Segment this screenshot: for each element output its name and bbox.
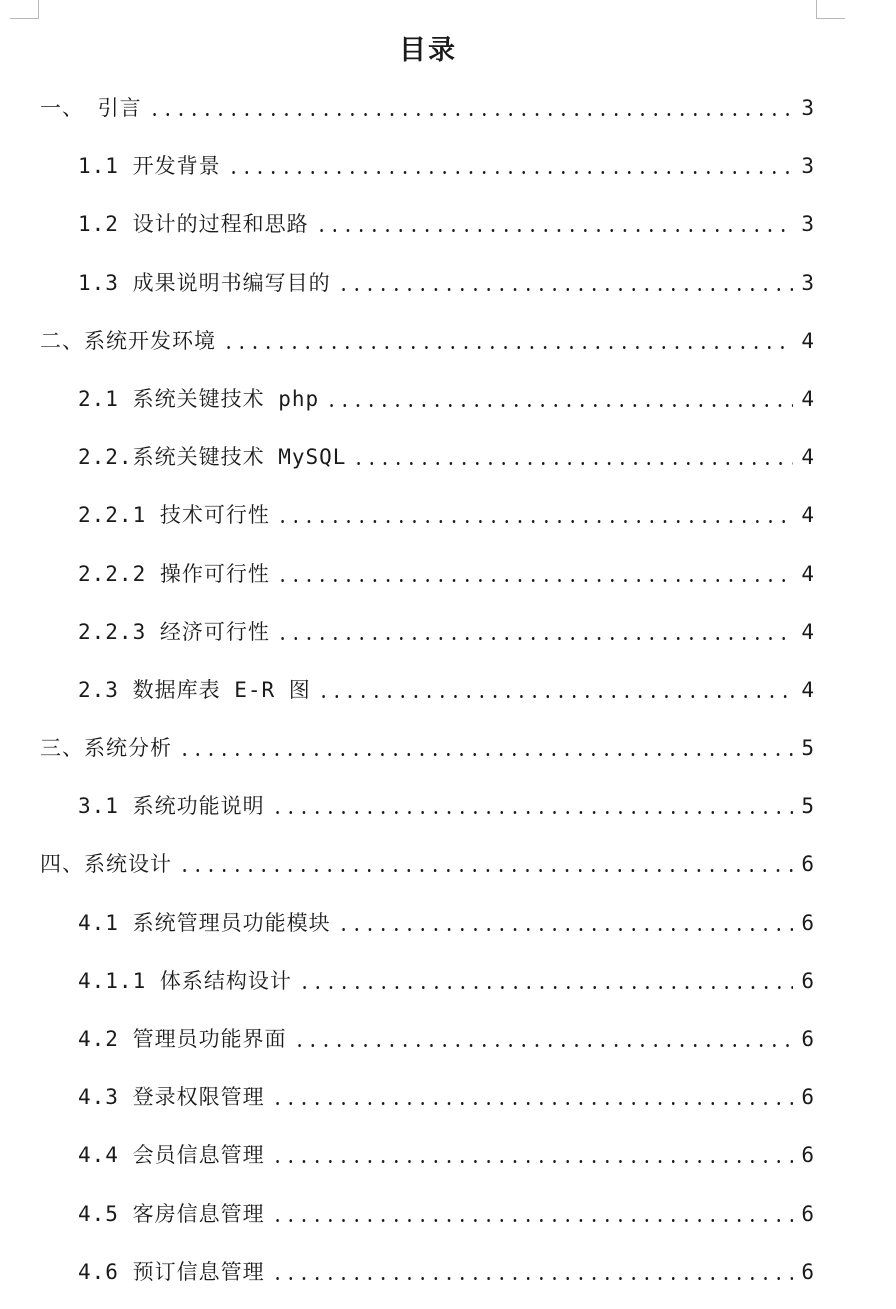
toc-page-number: 6	[801, 910, 814, 935]
toc-entry[interactable]	[0, 1244, 896, 1302]
toc-entry[interactable]	[0, 255, 896, 313]
toc-entry-content	[78, 1199, 814, 1229]
toc-dot-leader	[276, 637, 793, 640]
toc-entry-title: 4.1.1 体系结构设计	[78, 968, 292, 993]
toc-entry-title: 2.3 数据库表 E-R 图	[78, 677, 311, 702]
toc-entry-title: 4.3 登录权限管理	[78, 1085, 265, 1110]
toc-entry-title: 3.1 系统功能说明	[78, 794, 265, 819]
toc-dot-leader	[178, 753, 793, 756]
toc-entry-content	[78, 1024, 814, 1054]
toc-entry-title: 2.2.3 经济可行性	[78, 619, 270, 644]
toc-entry-content	[78, 384, 814, 414]
toc-entry[interactable]	[0, 196, 896, 254]
toc-title: 目录	[399, 35, 457, 66]
page-corner-mark-top-left	[10, 0, 39, 19]
toc-page-number: 4	[801, 503, 814, 528]
toc-page-number: 6	[801, 968, 814, 993]
toc-entry-content	[78, 559, 814, 589]
toc-dot-leader	[271, 1102, 794, 1105]
toc-page-number: 4	[801, 445, 814, 470]
toc-entry-title: 2.2.系统关键技术 MySQL	[78, 445, 347, 470]
toc-dot-leader	[271, 811, 794, 814]
toc-dot-leader	[276, 520, 793, 523]
toc-dot-leader	[298, 986, 793, 989]
toc-page-number: 4	[801, 619, 814, 644]
toc-entry-title: 二、系统开发环境	[40, 328, 216, 353]
toc-entry[interactable]	[0, 546, 896, 604]
toc-entry-content	[78, 151, 814, 181]
toc-page-number: 4	[801, 561, 814, 586]
toc-dot-leader	[325, 404, 793, 407]
toc-dot-leader	[276, 579, 793, 582]
toc-dot-leader	[337, 928, 794, 931]
toc-dot-leader	[271, 1277, 794, 1280]
toc-entry[interactable]	[0, 662, 896, 720]
toc-entry[interactable]	[0, 836, 896, 894]
toc-entry-title: 一、 引言	[40, 96, 142, 120]
toc-page-number: 3	[801, 154, 814, 179]
toc-entry[interactable]	[0, 313, 896, 371]
toc-entry-content	[78, 908, 814, 938]
toc-entry-content	[78, 1257, 814, 1287]
toc-entry-title: 4.6 预订信息管理	[78, 1259, 265, 1284]
toc-entry[interactable]	[0, 487, 896, 545]
toc-page-number: 4	[801, 328, 814, 353]
page-corner-mark-top-right	[816, 0, 845, 19]
toc-dot-leader	[178, 869, 793, 872]
toc-page-number: 6	[801, 1201, 814, 1226]
toc-dot-leader	[148, 113, 794, 116]
toc-page-number: 6	[801, 1143, 814, 1168]
toc-page-number: 6	[801, 852, 814, 877]
toc-entry-title: 1.3 成果说明书编写目的	[78, 270, 331, 295]
toc-entry-content	[78, 617, 814, 647]
toc-entry-title: 4.4 会员信息管理	[78, 1143, 265, 1168]
toc-entry[interactable]	[0, 138, 896, 196]
toc-page-number: 6	[801, 1085, 814, 1110]
toc-entry-title: 2.2.1 技术可行性	[78, 503, 270, 528]
toc-entry-content	[78, 268, 814, 298]
toc-entry[interactable]	[0, 953, 896, 1011]
toc-entry-title: 1.1 开发背景	[78, 154, 221, 179]
toc-entry-title: 三、系统分析	[40, 736, 172, 761]
toc-entry-content	[78, 1082, 814, 1112]
toc-entry[interactable]	[0, 1069, 896, 1127]
toc-entry-content	[40, 849, 814, 879]
toc-dot-leader	[293, 1044, 794, 1047]
toc-entry[interactable]	[0, 604, 896, 662]
toc-entry-title: 4.5 客房信息管理	[78, 1201, 265, 1226]
toc-entry-content	[78, 966, 814, 996]
toc-page-number: 5	[801, 736, 814, 761]
toc-entry-content	[40, 326, 814, 356]
toc-page-number: 4	[801, 677, 814, 702]
toc-page-number: 3	[801, 96, 814, 120]
toc-entry-title: 4.2 管理员功能界面	[78, 1027, 287, 1051]
toc-entry-content	[78, 209, 814, 239]
toc-page-number: 6	[801, 1259, 814, 1284]
toc-dot-leader	[271, 1219, 794, 1222]
toc-page-number: 5	[801, 794, 814, 819]
toc-entry-content	[78, 442, 814, 472]
toc-entry-title: 四、系统设计	[40, 852, 172, 877]
toc-page-number: 6	[801, 1027, 814, 1051]
toc-dot-leader	[222, 346, 793, 349]
toc-dot-leader	[352, 462, 793, 465]
toc-page-number: 4	[801, 386, 814, 411]
toc-entry-content	[78, 791, 814, 821]
toc-entry-content	[40, 93, 814, 123]
toc-dot-leader	[271, 1160, 794, 1163]
toc-entry[interactable]	[0, 429, 896, 487]
toc-entry-content	[40, 733, 814, 763]
toc-page-number: 3	[801, 212, 814, 237]
toc-page-number: 3	[801, 270, 814, 295]
toc-entry[interactable]	[0, 1127, 896, 1185]
toc-entry-title: 1.2 设计的过程和思路	[78, 212, 309, 237]
toc-entry-content	[78, 500, 814, 530]
toc-entry[interactable]	[0, 80, 896, 138]
toc-dot-leader	[315, 229, 794, 232]
toc-entry-content	[78, 1140, 814, 1170]
toc-entry[interactable]	[0, 1186, 896, 1244]
toc-entry[interactable]	[0, 895, 896, 953]
toc-dot-leader	[337, 288, 794, 291]
toc-entry[interactable]	[0, 371, 896, 429]
toc-dot-leader	[227, 171, 794, 174]
toc-entry-title: 2.2.2 操作可行性	[78, 561, 270, 586]
toc-entry-title: 2.1 系统关键技术 php	[78, 386, 320, 411]
toc-dot-leader	[317, 695, 794, 698]
toc-entry[interactable]	[0, 720, 896, 778]
toc-entry-title: 4.1 系统管理员功能模块	[78, 910, 331, 935]
toc-entry[interactable]	[0, 778, 896, 836]
toc-list	[0, 80, 896, 1302]
toc-entry[interactable]	[0, 1011, 896, 1069]
toc-entry-content	[78, 675, 814, 705]
